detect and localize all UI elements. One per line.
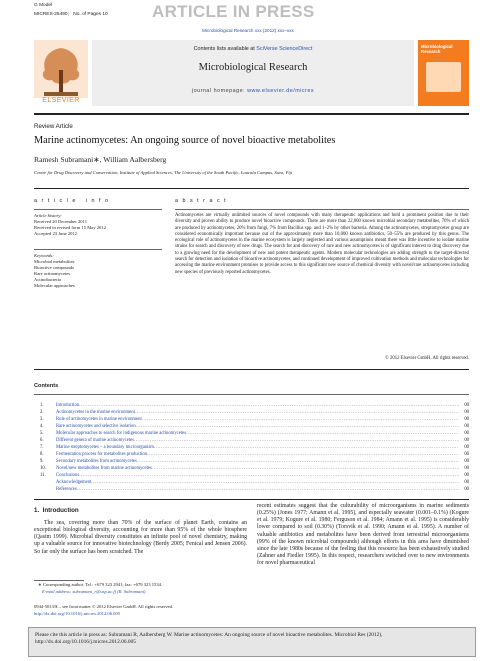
toc-number: 9.: [40, 459, 44, 464]
toc-entry[interactable]: [34, 409, 469, 416]
keyword: Molecular approaches: [34, 283, 75, 289]
keyword: Actinobacteria: [34, 277, 62, 283]
keyword: Bioactive compounds: [34, 265, 74, 271]
title-rule: [34, 188, 469, 189]
toc-page: 00: [464, 417, 469, 422]
toc-number: 4.: [40, 424, 44, 429]
toc-leader: [154, 444, 459, 451]
intro-left-column: The sea, covering more than 70% of the surface of planet Earth, contains an exceptional biological diversity, accounting for more than 95% of the whole biosphere (Qasim 1999). Microbial diversity constitutes an infinite pool of novel chemistry, making up a valuable source for innovative biotechnology (Berdy 2005; Fenical and Jensen 2006). So far only the surface has been scratched. The: [34, 520, 247, 555]
toc-title[interactable]: Role of actinomycetes in marine environment: [56, 417, 142, 422]
toc-number: [34, 486, 56, 493]
footnote-rule: [34, 580, 84, 581]
toc-entry[interactable]: [34, 472, 469, 479]
affiliation: Centre for Drug Discovery and Conservation, Institute of Applied Sciences, The University of the South Pacific, Laucala Campus, Suva, Fiji: [34, 170, 293, 175]
intro-right-column: recent estimates suggest that the culturability of microorganisms in marine sediments (0.25%) (Jones 1977; Amann et al. 1995), and especially seawater (0.001–0.1%) (Kogure et al. 1979; Kogure et al. 1980; Ferguson et al. 1984; Amann et al. 1995) is considerably lower compared to soil (0.30%) (Torsvik et al. 1990; Amann et al. 1995). A number of valuable antibiotics and metabolites have been derived from terrestrial microorganisms (99% of the known microbial compounds) although efforts in this area have diminished since the late 1980s because of the feeling that this resource has been exhaustively studied (Zahner and Fiedler 1995). In this respect, researchers switched over to new environments for novel pharmaceutical: [257, 503, 469, 567]
toc-leader: [135, 409, 459, 416]
toc-number: [34, 479, 56, 486]
toc-entry[interactable]: [34, 451, 469, 458]
toc-number: 11.: [40, 473, 46, 478]
revised-date: Received in revised form 15 May 2012: [34, 225, 106, 231]
toc-title[interactable]: Fermentation process for metabolites production: [56, 452, 148, 457]
keywords-rule: [34, 249, 162, 250]
toc-page: 00: [464, 438, 469, 443]
toc-entry[interactable]: [34, 465, 469, 472]
toc-number: 5.: [40, 431, 44, 436]
toc-number: 7.: [40, 445, 44, 450]
page-count: No. of Pages 10: [73, 12, 108, 17]
toc-page: 00: [464, 403, 469, 408]
toc-number: 2.: [40, 410, 44, 415]
masthead-rule: [34, 113, 469, 115]
toc-leader: [147, 451, 459, 458]
article-code: [34, 12, 108, 17]
keywords-block: [34, 253, 162, 290]
toc-entry[interactable]: [34, 430, 469, 437]
toc-leader: [186, 430, 459, 437]
article-info-heading: a r t i c l e i n f o: [34, 198, 110, 204]
toc-page: 00: [464, 445, 469, 450]
toc-number: 1.: [40, 403, 44, 408]
toc-entry[interactable]: [34, 423, 469, 430]
author-list: Ramesh Subramani∗, William Aalbersberg: [34, 155, 167, 164]
toc-title[interactable]: Marine streptomycetes – a boundary microorganism: [56, 445, 154, 450]
toc-number: 8.: [40, 452, 44, 457]
contents-bottom-rule: [34, 499, 469, 500]
corresponding-author-note: ∗ Corresponding author. Tel.: +679 323 2941; fax: +679 323 1534.: [38, 582, 163, 587]
issn-line: 0944-5013/$ – see front matter © 2012 Elsevier GmbH. All rights reserved.: [34, 604, 174, 609]
toc-entry[interactable]: [34, 458, 469, 465]
cover-title: Microbiological Research: [421, 44, 453, 54]
article-history: [34, 213, 162, 237]
toc-number: 3.: [40, 417, 44, 422]
toc-number: 6.: [40, 438, 44, 443]
toc-title[interactable]: Rare actinomycetes and selective isolation: [56, 424, 136, 429]
elsevier-logo: [34, 40, 88, 106]
article-type: Review Article: [34, 123, 73, 130]
journal-title: Microbiological Research: [198, 62, 308, 73]
toc-leader: [79, 402, 459, 409]
toc-title[interactable]: References: [56, 487, 77, 492]
abstract-bottom-rule: [34, 369, 469, 370]
accepted-date: Accepted 23 June 2012: [34, 231, 77, 237]
cover-image: [426, 62, 461, 92]
toc-entry[interactable]: [34, 402, 469, 409]
history-label: Article history:: [34, 213, 62, 218]
abstract-copyright: © 2012 Elsevier GmbH. All rights reserved.: [385, 356, 469, 361]
elsevier-tree-icon: [34, 40, 88, 98]
gmodel-label: G Model: [34, 3, 53, 8]
toc-page: 00: [464, 480, 469, 485]
toc-page: 00: [464, 431, 469, 436]
homepage-prefix: journal homepage:: [191, 88, 246, 94]
toc-leader: [79, 472, 459, 479]
toc-page: 00: [464, 487, 469, 492]
toc-title[interactable]: Introduction: [56, 403, 80, 408]
article-info-rule: [34, 209, 162, 210]
toc-leader: [77, 486, 459, 493]
toc-title[interactable]: Secondary metabolites from actinomycetes: [56, 459, 137, 464]
toc-leader: [91, 479, 459, 486]
toc-leader: [142, 416, 459, 423]
toc-title[interactable]: Molecular approaches to search for indigenous marine actinomycetes: [56, 431, 187, 436]
article-in-press-banner: ARTICLE IN PRESS: [152, 2, 315, 21]
toc-page: 00: [464, 459, 469, 464]
masthead-box: [92, 40, 414, 106]
journal-citation-link[interactable]: Microbiological Research xxx (2012) xxx–xxx: [202, 28, 294, 33]
toc-page: 00: [464, 424, 469, 429]
author-email[interactable]: E-mail address: subramani_r@usp.ac.fj (R. Subramani).: [42, 589, 147, 594]
toc-leader: [152, 465, 459, 472]
toc-page: 00: [464, 410, 469, 415]
toc-entry[interactable]: [34, 437, 469, 444]
elsevier-wordmark: ELSEVIER: [42, 97, 80, 104]
journal-homepage: [92, 88, 414, 94]
toc-page: 00: [464, 452, 469, 457]
contents-rule: [34, 394, 469, 395]
keyword: Rare actinomycetes: [34, 271, 71, 277]
toc-entry[interactable]: [34, 479, 469, 486]
keyword: Microbial metabolites: [34, 259, 75, 265]
article-title: Marine actinomycetes: An ongoing source of novel bioactive metabolites: [34, 135, 336, 146]
toc-leader: [134, 437, 459, 444]
contents-availability: [92, 46, 414, 52]
toc-title[interactable]: Novel/new metabolites from marine actinomycetes: [56, 466, 152, 471]
article-code-text: MICRES-25490;: [34, 12, 69, 17]
keywords-label: Keywords:: [34, 253, 54, 258]
abstract-rule: [175, 209, 469, 210]
toc-title[interactable]: Conclusions: [56, 473, 80, 478]
toc-leader: [137, 458, 459, 465]
section-heading-introduction: 1. Introduction: [34, 507, 79, 514]
toc-title[interactable]: Different genera of marine actinomycetes: [56, 438, 135, 443]
toc-leader: [136, 423, 459, 430]
homepage-link[interactable]: www.elsevier.de/micres: [247, 88, 315, 94]
toc-entry[interactable]: [34, 486, 469, 493]
abstract-heading: a b s t r a c t: [175, 198, 228, 204]
toc-entry[interactable]: [34, 444, 469, 451]
toc-page: 00: [464, 466, 469, 471]
contents-prefix: Contents lists available at: [193, 46, 255, 52]
toc-page: 00: [464, 473, 469, 478]
doi-link[interactable]: http://dx.doi.org/10.1016/j.micres.2012.06.005: [34, 611, 121, 616]
citation-banner: [28, 627, 476, 657]
toc-title[interactable]: Acknowledgement: [56, 480, 92, 485]
contents-heading: Contents: [34, 383, 59, 389]
citation-text: Please cite this article in press as: Subramani R, Aalbersberg W. Marine actinomycetes: An ongoing source of novel bioactive metabolites. Microbiol Res (2012), http://dx.doi.org/10.1016/j.micres.2012.06.005: [35, 632, 383, 646]
abstract-text: Actinomycetes are virtually unlimited sources of novel compounds with many therapeutic applications and hold a prominent position due to their diversity and proven ability to produce novel bioactive compounds. There are more than 22,000 known microbial secondary metabolites, 70% of which are produced by actinomycetes, 20% from fungi, 7% from Bacillus spp. and 1–2% by other bacteria. Among the actinomycetes, streptomycetes group are considered economically important because out of the approximately more than 10,000 known antibiotics, 50–55% are produced by this genus. The ecological role of actinomycetes in the marine ecosystem is largely neglected and various assumptions meant there was little incentive to isolate marine strains for search and discovery of new drugs. The search for and discovery of rare and new actinomycetes is of significant interest to drug discovery due to a growing need for the development of new and potent therapeutic agents. Modern molecular technologies are adding strength to the target-directed search for detection and isolation of bioactive actinomycetes, and continued development of improved cultivation methods and molecular technologies for accessing the marine environment promises to provide access to this significant new source of chemical diversity with novel/rare actinomycetes including new species of previously reported actinomycetes.: [175, 213, 469, 275]
received-date: Received 20 December 2011: [34, 219, 88, 225]
toc-number: 10.: [40, 466, 46, 471]
journal-cover: [418, 40, 469, 106]
toc-entry[interactable]: [34, 416, 469, 423]
toc-title[interactable]: Actinomycetes in the marine environment: [56, 410, 135, 415]
sciverse-link[interactable]: SciVerse ScienceDirect: [256, 46, 313, 52]
